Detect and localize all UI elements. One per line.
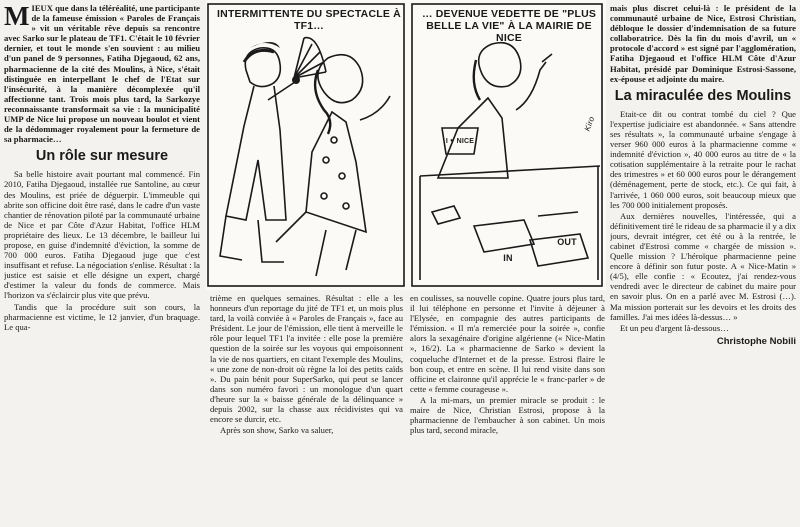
article-column-3 (410, 293, 605, 526)
paragraph: mais plus discret celui-là : le président de la communauté urbaine de Nice, Estrosi Christian, débloque le dossier d'indemnisation de sa future collaboratrice. Dès la fin du mois d'avril, un « protocole d'accord » est signé par l'agglomération, Fatiha Djegaoud et l'office HLM Côte d'Azur Habitat, présidé par Dominique Estrosi-Sassone, ex-épouse et adjointe du maire. (610, 3, 796, 84)
tray-out-label: OUT (557, 237, 577, 247)
cartoon-illustration (206, 0, 606, 290)
paragraph: en coulisses, sa nouvelle copine. Quatre jours plus tard, il lui téléphone en personne et l'invite à déjeuner à l'Elysée, en compagnie des autres participants de l'émission. « Il m'a remerciée pour la soirée », confie alors la sexagénaire d'origine algérienne (« Nice-Matin », 16/2). La « pharmacienne de Sarko » devient la coqueluche d'Internet et de la presse. Estrosi flaire le bon coup, et entre en scène. Il lui rend visite dans son officine et claironne qu'il apprécie le « franc-parler » de cette « femme courageuse ». (410, 293, 605, 394)
article-column-1 (4, 3, 200, 525)
drop-cap: M (4, 3, 30, 31)
cartoon-caption-right: … DEVENUE VEDETTE DE "PLUS BELLE LA VIE" À LA MAIRIE DE NICE (421, 8, 597, 44)
headline-miraculee: La miraculée des Moulins (614, 87, 792, 104)
cup-label: I ♥ NICE (445, 138, 475, 145)
article-column-2 (210, 293, 403, 526)
paragraph: Sa belle histoire avait pourtant mal commencé. Fin 2010, Fatiha Djegaoud, installée rue Santoline, au cœur des Moulins, est priée de déguerpir. L'immeuble qui abrite son officine doit être rasé, dans le cadre d'un vaste chantier de rénovation piloté par la communauté urbaine de Nice et par Côte d'Azur Habitat, l'office HLM propriétaire des lieux. Le 13 décembre, le bailleur lui propose, en guise d'indemnité d'éviction, la somme de 700 000 euros. Fatiha Djegaoud juge que c'est insuffisant et refuse. La négociation s'enlise. Résultat : la justice est saisie et elle désigne un expert, chargé d'estimer la valeur du fonds de commerce. Mais l'horizon va s'éclaircir plus vite que prévu. (4, 169, 200, 301)
paragraph: trième en quelques semaines. Résultat : elle a les honneurs d'un reportage du jité de TF1 et, un mois plus tard, la voilà conviée à « Paroles de Français », face au Président. Le jour de l'émission, elle tient à merveille le rôle pour lequel TF1 l'a invitée : elle pose la première question de la soirée sur les voyous qui empoisonnent la vie de nos quartiers, en citant l'exemple des Moulins, « une zone de non-droit où règne la loi des petits caïds ». Du pain bénit pour SuperSarko, qui peut se lancer dans son numéro favori : un monologue d'un quart d'heure sur la « baisse générale de la délinquance » depuis 2002, sur la chasse aux récidivistes qui va encore se durcir, etc. (210, 293, 403, 425)
article-column-4 (610, 3, 796, 525)
paragraph: A la mi-mars, un premier miracle se produit : le maire de Nice, Christian Estrosi, propose à la pharmacienne de l'embaucher à son cabinet. Un mois plus tard, second miracle, (410, 394, 605, 436)
headline-un-role: Un rôle sur mesure (35, 148, 169, 165)
cartoon-caption-left: INTERMITTENTE DU SPECTACLE À TF1… (217, 8, 401, 32)
paragraph: Après son show, Sarko va saluer, (220, 425, 334, 436)
byline: Christophe Nobili (716, 335, 796, 347)
tray-in-label: IN (503, 253, 513, 263)
paragraph: Et un peu d'argent là-dessous… (620, 322, 729, 333)
paragraph: Aux dernières nouvelles, l'intéressée, qui a définitivement tiré le rideau de sa pharmacie il y a dix jours, devrait intégrer, cet été ou à la rentrée, le cabinet d'Estrosi comme « chargée de mission ». Quelle mission ? L'héroïque pharmacienne peine encore à définir son futur poste. A « Nice-Matin » (4/5), elle confie : « Ecoutez, j'ai rendez-vous vendredi avec le directeur de cabinet du maire pour en savoir plus. On en a parlé avec M. Estrosi (…). Ma mission porterait sur les devoirs et les droits des familles. J'ai mes idées là-dessus… » (610, 210, 796, 322)
cartoonist-signature: Kiro (582, 115, 597, 133)
intro-paragraph: MIEUX que dans la téléréalité, une participante de la fameuse émission « Paroles de Français » vit un véritable rêve depuis sa rencontre avec Sarko sur le plateau de TF1. C'était le 10 février dernier, et tout le monde s'en souvient : au milieu d'un panel de 9 personnes, Fatiha Djegaoud, 62 ans, pharmacienne de la cité des Moulins, à Nice, s'était distinguée en interpellant le chef de l'Etat sur l'insécurité, à la manière décomplexée qu'il affectionne tant. Trois mois plus tard, la Sarkozye reconnaissante transformait sa vie : la municipalité UMP de Nice lui propose un nouveau boulot et vient de la dédommager royalement pour la fermeture de sa pharmacie… (4, 3, 200, 145)
paragraph: Etait-ce dit ou contrat tombé du ciel ? Que l'expertise judiciaire est abandonnée. « Sans attendre ses résultats », la communauté urbaine s'engage à verser 960 000 euros à la pharmacienne comme « indemnité d'éviction », 40 000 euros au titre de « la cotisation supplémentaire à la retraite pour le rachat des trimestres » et 60 000 euros pour le dérangement (déménagement, perte de stock, etc.). Ce qui fait, à l'arrivée, 1 060 000 euros, soit beaucoup mieux que les 700 000 initialement proposés. (610, 108, 796, 210)
paragraph: Tandis que la procédure suit son cours, la pharmacienne est victime, le 12 janvier, d'un braquage. Le qua- (4, 301, 200, 332)
